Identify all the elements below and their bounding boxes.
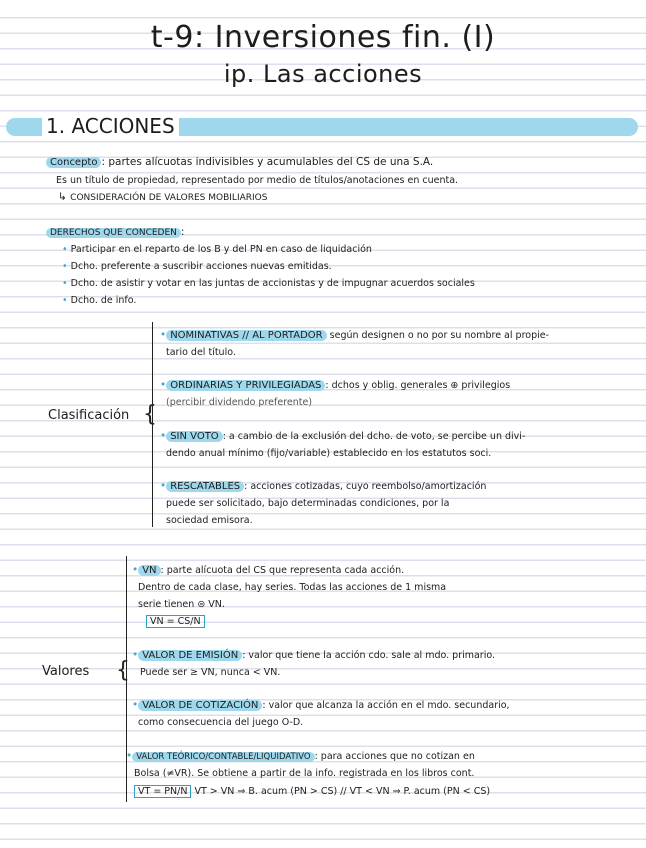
bullet-icon: • xyxy=(62,295,71,306)
clasif-item-3: • SIN VOTO : a cambio de la exclusión del dcho. de voto, se percibe un divi- xyxy=(160,430,526,442)
page-title: t-9: Inversiones fin. (I) xyxy=(150,20,496,55)
bullet-icon: • xyxy=(160,480,167,492)
cotizacion-line-2: como consecuencia del juego O-D. xyxy=(138,717,304,728)
bullet-icon: • xyxy=(62,244,71,255)
vt-formula: VT = PN/N xyxy=(134,785,191,798)
cotizacion-line: • VALOR DE COTIZACIÓN : valor que alcanza la acción en el mdo. secundario, xyxy=(132,699,510,711)
clasificacion-label: Clasificación xyxy=(48,408,130,423)
brace-tip-icon: { xyxy=(116,658,130,683)
concepto-note: CONSIDERACIÓN DE VALORES MOBILIARIOS xyxy=(70,193,268,203)
bullet-icon: • xyxy=(132,564,139,576)
vn-line-2: Dentro de cada clase, hay series. Todas las acciones de 1 misma xyxy=(138,582,447,593)
bullet-icon: • xyxy=(62,278,71,289)
emision-line-2: Puede ser ≥ VN, nunca < VN. xyxy=(140,667,281,678)
clasif-item-3-cont: dendo anual mínimo (fijo/variable) establecido en los estatutos soci. xyxy=(166,448,492,459)
concepto-line xyxy=(46,155,433,170)
clasif-item-4: • RESCATABLES : acciones cotizadas, cuyo reembolso/amortización xyxy=(160,480,487,492)
arrow-icon: ↳ xyxy=(58,191,67,203)
derecho-item: • Participar en el reparto de los B y del PN en caso de liquidación xyxy=(62,244,372,255)
derecho-item: • Dcho. de asistir y votar en las juntas de accionistas y de impugnar acuerdos sociales xyxy=(62,278,475,289)
section-title: 1. ACCIONES xyxy=(42,114,179,138)
derechos-tag: DERECHOS QUE CONCEDEN xyxy=(46,228,181,238)
emision-line: • VALOR DE EMISIÓN : valor que tiene la acción cdo. sale al mdo. primario. xyxy=(132,649,496,661)
bullet-icon: • xyxy=(132,649,139,661)
derecho-item: • Dcho. de info. xyxy=(62,295,137,306)
page-subtitle: ip. Las acciones xyxy=(223,60,423,88)
derecho-item: • Dcho. preferente a suscribir acciones nuevas emitidas. xyxy=(62,261,332,272)
bullet-icon: • xyxy=(160,379,167,391)
concepto-line-3 xyxy=(58,190,267,206)
vn-formula: VN = CS/N xyxy=(146,614,205,629)
teorico-line: • VALOR TEÓRICO/CONTABLE/LIQUIDATIVO : para acciones que no cotizan en xyxy=(126,750,475,762)
clasif-item-4-cont: puede ser solicitado, bajo determinadas condiciones, por la xyxy=(166,498,450,509)
teorico-line-3: VT = PN/N VT > VN ⇒ B. acum (PN > CS) // VT < VN ⇒ P. acum (PN < CS) xyxy=(134,784,490,799)
section-header-bar xyxy=(6,114,638,138)
clasif-item-1: • NOMINATIVAS // AL PORTADOR según designen o no por su nombre al propie- xyxy=(160,329,550,341)
derechos-heading xyxy=(46,225,184,241)
brace-tip-icon: { xyxy=(143,402,157,427)
clasif-item-2-cont: (percibir dividendo preferente) xyxy=(166,397,313,408)
derechos-colon: : xyxy=(180,226,185,238)
concepto-line-2: Es un título de propiedad, representado por medio de títulos/anotaciones en cuenta. xyxy=(56,175,459,186)
bullet-icon: • xyxy=(160,329,167,341)
bullet-icon: • xyxy=(126,750,133,762)
clasif-item-2: • ORDINARIAS Y PRIVILEGIADAS : dchos y oblig. generales ⊕ privilegios xyxy=(160,379,511,391)
vn-line: • VN : parte alícuota del CS que representa cada acción. xyxy=(132,564,405,576)
clasif-item-1-cont: tario del título. xyxy=(166,347,236,358)
bullet-icon: • xyxy=(132,699,139,711)
valores-label: Valores xyxy=(42,664,90,679)
vn-line-3: serie tienen ⊜ VN. xyxy=(138,599,225,610)
concepto-text: : partes alícuotas indivisibles y acumulables del CS de una S.A. xyxy=(101,156,434,168)
clasif-item-4-cont-2: sociedad emisora. xyxy=(166,515,253,526)
bullet-icon: • xyxy=(160,430,167,442)
bullet-icon: • xyxy=(62,261,71,272)
concepto-tag: Concepto xyxy=(46,157,101,168)
teorico-line-2: Bolsa (≠VR). Se obtiene a partir de la info. registrada en los libros cont. xyxy=(134,768,475,779)
